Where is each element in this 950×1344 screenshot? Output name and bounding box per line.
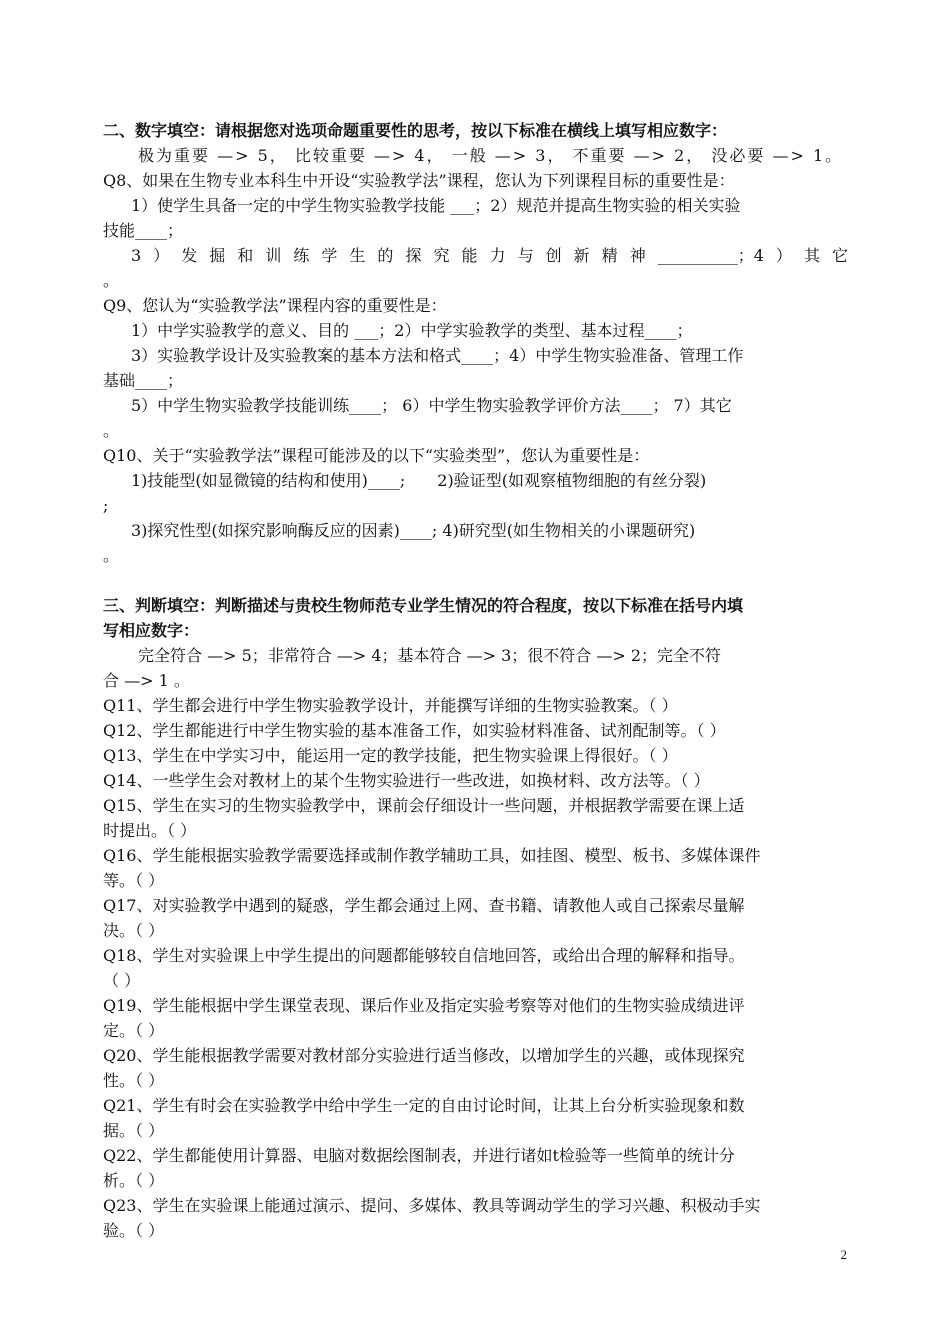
q8-line-3: 3）发掘和训练学生的探究能力与创新精神__________；4）其它 xyxy=(131,246,848,265)
q9-line-4: 5）中学生物实验教学技能训练____； 6）中学生物实验教学评价方法____； 7）其它 xyxy=(131,396,732,415)
judgment-line: Q21、学生有时会在实验教学中给中学生一定的自由讨论时间，让其上台分析实验现象和数 xyxy=(103,1096,745,1115)
judgment-q14 xyxy=(103,768,848,793)
judgment-line-cont: 验。（ ） xyxy=(103,1221,165,1240)
judgment-q18 xyxy=(103,943,848,993)
judgment-q15 xyxy=(103,793,848,843)
judgment-q20 xyxy=(103,1043,848,1093)
judgment-q13 xyxy=(103,743,848,768)
section2-title: 二、数字填空：请根据您对选项命题重要性的思考，按以下标准在横线上填写相应数字： xyxy=(103,121,728,140)
q10-stem: Q10、关于“实验教学法”课程可能涉及的以下“实验类型”，您认为重要性是： xyxy=(103,446,650,465)
judgment-q16 xyxy=(103,843,848,893)
judgment-q17 xyxy=(103,893,848,943)
judgment-line: Q20、学生能根据教学需要对教材部分实验进行适当修改，以增加学生的兴趣，或体现探究 xyxy=(103,1046,745,1065)
q8-line-4: 。 xyxy=(103,271,120,290)
q9-line-3: 基础____； xyxy=(103,371,184,390)
judgment-line-cont: 析。（ ） xyxy=(103,1171,165,1190)
q8-stem: Q8、如果在生物专业本科生中开设“实验教学法”课程，您认为下列课程目标的重要性是： xyxy=(103,171,735,190)
judgment-q12 xyxy=(103,718,848,743)
q8-line-2: 技能____； xyxy=(103,221,184,240)
judgment-line: Q14、一些学生会对教材上的某个生物实验进行一些改进，如换材料、改方法等。（ ） xyxy=(103,771,710,790)
judgment-q22 xyxy=(103,1143,848,1193)
judgment-line: Q18、学生对实验课上中学生提出的问题都能够较自信地回答，或给出合理的解释和指导。 xyxy=(103,946,745,965)
judgment-line: Q12、学生都能进行中学生物实验的基本准备工作，如实验材料准备、试剂配制等。（ ） xyxy=(103,721,726,740)
section3-scale-2: 合 —> 1 。 xyxy=(103,671,190,690)
judgment-line-cont: 决。（ ） xyxy=(103,921,165,940)
judgment-line-cont: 时提出。（ ） xyxy=(103,821,197,840)
judgment-line: Q11、学生都会进行中学生物实验教学设计，并能撰写详细的生物实验教案。（ ） xyxy=(103,696,678,715)
judgment-line-cont: 性。（ ） xyxy=(103,1071,165,1090)
q9-line-2: 3）实验教学设计及实验教案的基本方法和格式____；4）中学生物实验准备、管理工作 xyxy=(131,346,744,365)
judgment-line: Q19、学生能根据中学生课堂表现、课后作业及指定实验考察等对他们的生物实验成绩进评 xyxy=(103,996,745,1015)
judgment-line-cont: 据。（ ） xyxy=(103,1121,165,1140)
q10-line-3: 3)探究性型(如探究影响酶反应的因素)____; 4)研究型(如生物相关的小课题研究) xyxy=(131,521,696,540)
document-page xyxy=(103,118,848,1243)
section-gap xyxy=(103,568,848,593)
judgment-line: Q15、学生在实习的生物实验教学中，课前会仔细设计一些问题，并根据教学需要在课上适 xyxy=(103,796,745,815)
judgment-line-cont: 定。（ ） xyxy=(103,1021,165,1040)
judgment-line: Q23、学生在实验课上能通过演示、提问、多媒体、教具等调动学生的学习兴趣、积极动手实 xyxy=(103,1196,761,1215)
judgment-line-cont: 等。（ ） xyxy=(103,871,165,890)
judgment-line: Q17、对实验教学中遇到的疑惑，学生都会通过上网、查书籍、请教他人或自己探索尽量解 xyxy=(103,896,745,915)
section3-title-1: 三、判断填空：判断描述与贵校生物师范专业学生情况的符合程度，按以下标准在括号内填 xyxy=(103,596,744,615)
section3-title-2: 写相应数字： xyxy=(103,621,200,640)
section3-scale-1: 完全符合 —> 5；非常符合 —> 4；基本符合 —> 3；很不符合 —> 2；完全不符 xyxy=(138,646,722,665)
q10-line-2: ; xyxy=(103,496,109,515)
judgment-q19 xyxy=(103,993,848,1043)
page-number: 2 xyxy=(840,1247,847,1262)
q10-line-4: 。 xyxy=(103,546,120,565)
judgment-line-cont: （ ） xyxy=(103,971,141,990)
judgment-line: Q16、学生能根据实验教学需要选择或制作教学辅助工具，如挂图、模型、板书、多媒体课件 xyxy=(103,846,761,865)
q10-line-1: 1)技能型(如显微镜的结构和使用)____; 2)验证型(如观察植物细胞的有丝分裂) xyxy=(131,471,707,490)
judgment-line: Q22、学生都能使用计算器、电脑对数据绘图制表，并进行诸如t检验等一些简单的统计分 xyxy=(103,1146,735,1165)
judgment-q21 xyxy=(103,1093,848,1143)
judgment-line: Q13、学生在中学实习中，能运用一定的教学技能，把生物实验课上得很好。（ ） xyxy=(103,746,678,765)
judgment-list xyxy=(103,693,848,1243)
q9-line-1: 1）中学实验教学的意义、目的 ___；2）中学实验教学的类型、基本过程____； xyxy=(131,321,693,340)
judgment-q23 xyxy=(103,1193,848,1243)
judgment-q11 xyxy=(103,693,848,718)
q9-line-5: 。 xyxy=(103,421,120,440)
q9-stem: Q9、您认为“实验教学法”课程内容的重要性是： xyxy=(103,296,447,315)
q8-line-1: 1）使学生具备一定的中学生物实验教学技能 ___；2）规范并提高生物实验的相关实验 xyxy=(131,196,741,215)
section2-scale: 极为重要 —> 5， 比较重要 —> 4， 一般 —> 3， 不重要 —> 2， 没必要 —> 1。 xyxy=(138,146,844,165)
